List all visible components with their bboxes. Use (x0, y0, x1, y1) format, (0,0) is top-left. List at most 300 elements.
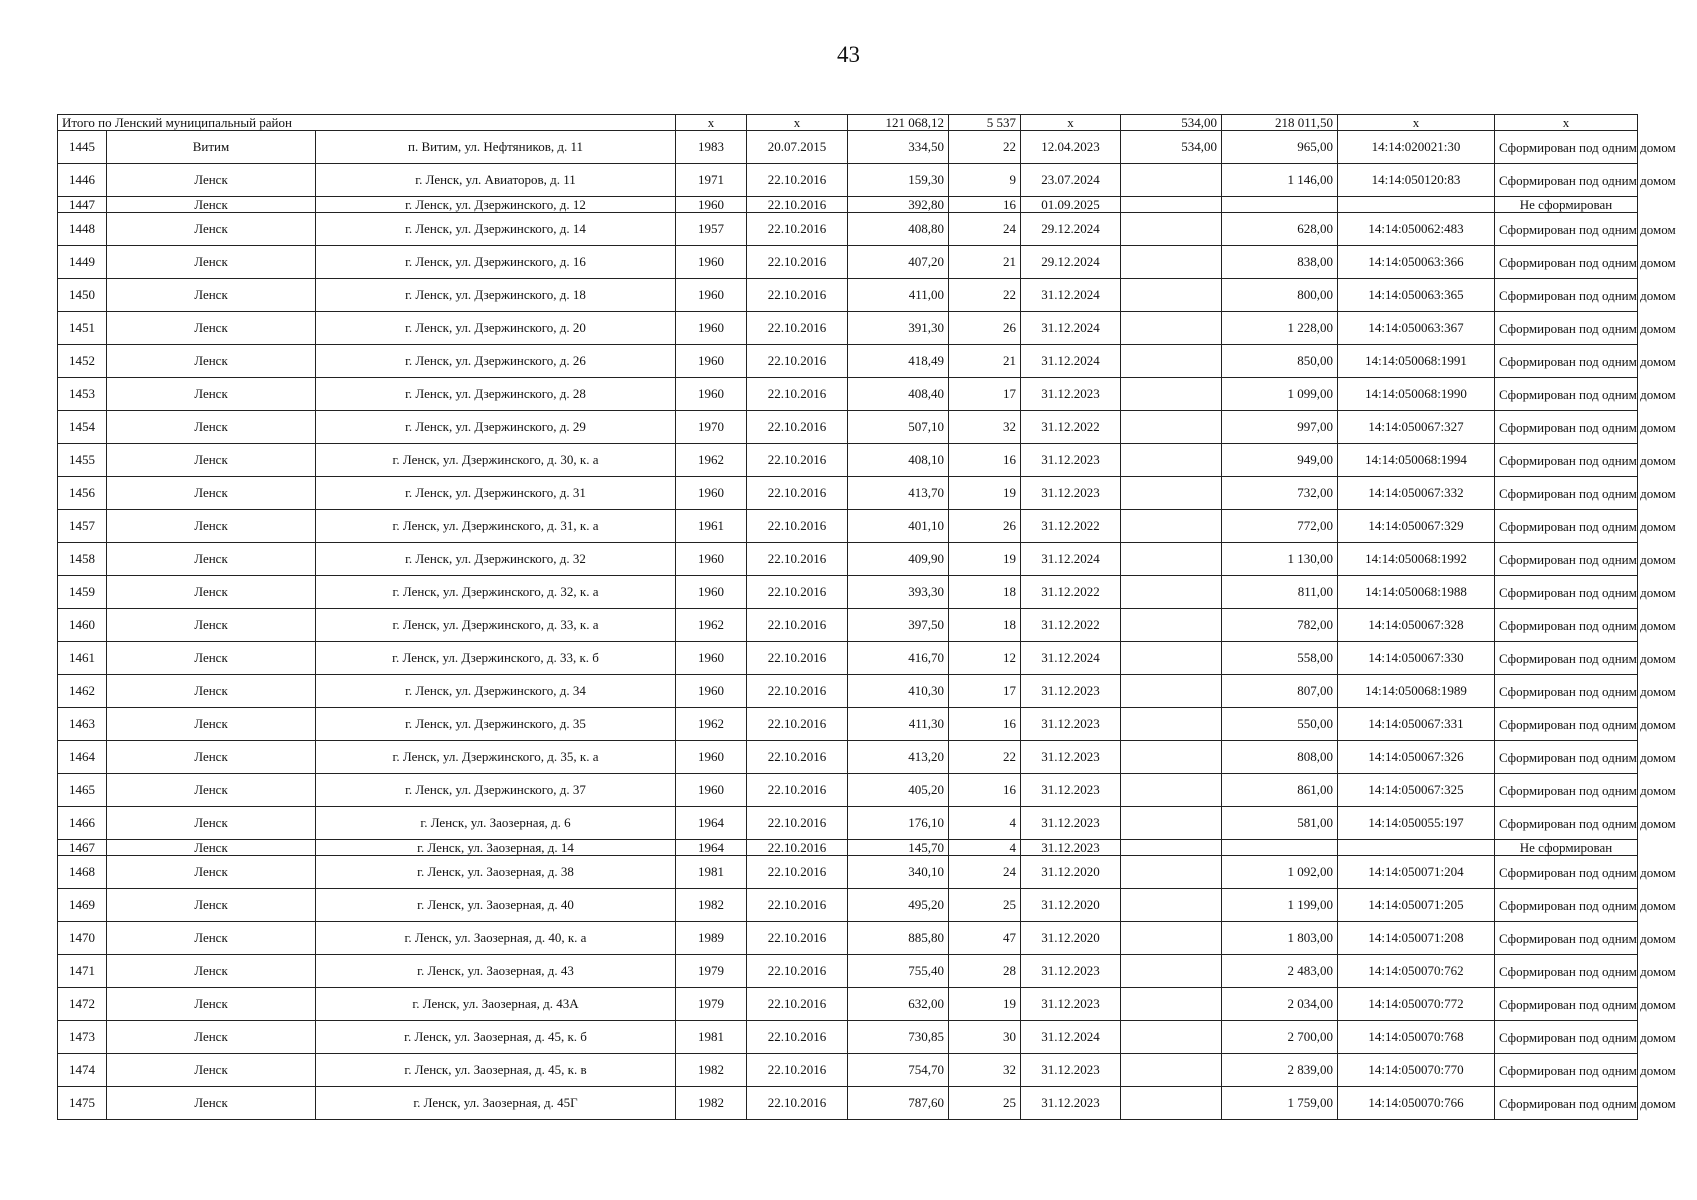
total-label: Итого по Ленский муниципальный район (58, 115, 676, 131)
year-cell: 1971 (676, 164, 747, 197)
plan-date-cell: 01.09.2025 (1021, 197, 1121, 213)
settlement-cell: Ленск (107, 164, 316, 197)
date-cell: 20.07.2015 (747, 131, 848, 164)
residents-cell: 16 (949, 197, 1021, 213)
date-cell: 22.10.2016 (747, 675, 848, 708)
table-row (58, 1054, 1638, 1087)
area-cell: 411,00 (848, 279, 949, 312)
table-row (58, 807, 1638, 840)
plan-date-cell: 31.12.2023 (1021, 774, 1121, 807)
date-cell: 22.10.2016 (747, 444, 848, 477)
cadastral-number-cell: 14:14:050067:327 (1338, 411, 1495, 444)
land-area-cell: 949,00 (1222, 444, 1338, 477)
land-area-cell: 732,00 (1222, 477, 1338, 510)
amount-cell (1121, 312, 1222, 345)
land-status-cell: Сформирован под одним домом (1495, 1021, 1638, 1054)
settlement-cell: Ленск (107, 510, 316, 543)
amount-cell: 534,00 (1121, 131, 1222, 164)
address-cell: г. Ленск, ул. Дзержинского, д. 18 (316, 279, 676, 312)
address-cell: г. Ленск, ул. Дзержинского, д. 26 (316, 345, 676, 378)
amount-cell (1121, 1054, 1222, 1087)
amount-cell (1121, 378, 1222, 411)
year-cell: 1960 (676, 543, 747, 576)
land-status-cell: Сформирован под одним домом (1495, 807, 1638, 840)
settlement-cell: Ленск (107, 774, 316, 807)
settlement-cell: Ленск (107, 840, 316, 856)
total-date: x (747, 115, 848, 131)
date-cell: 22.10.2016 (747, 609, 848, 642)
residents-cell: 19 (949, 988, 1021, 1021)
address-cell: г. Ленск, ул. Заозерная, д. 40 (316, 889, 676, 922)
area-cell: 408,10 (848, 444, 949, 477)
cadastral-number-cell: 14:14:050055:197 (1338, 807, 1495, 840)
cadastral-number-cell: 14:14:050063:365 (1338, 279, 1495, 312)
settlement-cell: Ленск (107, 675, 316, 708)
area-cell: 755,40 (848, 955, 949, 988)
year-cell: 1982 (676, 889, 747, 922)
residents-cell: 4 (949, 840, 1021, 856)
land-area-cell: 1 803,00 (1222, 922, 1338, 955)
residents-cell: 30 (949, 1021, 1021, 1054)
amount-cell (1121, 988, 1222, 1021)
date-cell: 22.10.2016 (747, 164, 848, 197)
row-number: 1474 (58, 1054, 107, 1087)
row-number: 1454 (58, 411, 107, 444)
cadastral-number-cell: 14:14:050067:330 (1338, 642, 1495, 675)
address-cell: г. Ленск, ул. Дзержинского, д. 31, к. а (316, 510, 676, 543)
land-area-cell: 628,00 (1222, 213, 1338, 246)
year-cell: 1960 (676, 279, 747, 312)
settlement-cell: Ленск (107, 807, 316, 840)
year-cell: 1983 (676, 131, 747, 164)
settlement-cell: Витим (107, 131, 316, 164)
cadastral-number-cell (1338, 840, 1495, 856)
plan-date-cell: 31.12.2023 (1021, 741, 1121, 774)
date-cell: 22.10.2016 (747, 856, 848, 889)
land-area-cell: 997,00 (1222, 411, 1338, 444)
area-cell: 401,10 (848, 510, 949, 543)
plan-date-cell: 23.07.2024 (1021, 164, 1121, 197)
area-cell: 407,20 (848, 246, 949, 279)
date-cell: 22.10.2016 (747, 312, 848, 345)
amount-cell (1121, 543, 1222, 576)
area-cell: 411,30 (848, 708, 949, 741)
row-number: 1461 (58, 642, 107, 675)
cadastral-number-cell: 14:14:050070:762 (1338, 955, 1495, 988)
amount-cell (1121, 246, 1222, 279)
row-number: 1468 (58, 856, 107, 889)
date-cell: 22.10.2016 (747, 345, 848, 378)
residents-cell: 19 (949, 543, 1021, 576)
land-status-cell: Сформирован под одним домом (1495, 164, 1638, 197)
year-cell: 1960 (676, 312, 747, 345)
area-cell: 507,10 (848, 411, 949, 444)
table-row (58, 642, 1638, 675)
area-cell: 409,90 (848, 543, 949, 576)
year-cell: 1957 (676, 213, 747, 246)
settlement-cell: Ленск (107, 741, 316, 774)
table-row (58, 609, 1638, 642)
plan-date-cell: 31.12.2022 (1021, 510, 1121, 543)
plan-date-cell: 31.12.2023 (1021, 708, 1121, 741)
row-number: 1459 (58, 576, 107, 609)
year-cell: 1960 (676, 675, 747, 708)
table-row (58, 955, 1638, 988)
address-cell: г. Ленск, ул. Заозерная, д. 6 (316, 807, 676, 840)
year-cell: 1979 (676, 955, 747, 988)
address-cell: г. Ленск, ул. Дзержинского, д. 35, к. а (316, 741, 676, 774)
residents-cell: 19 (949, 477, 1021, 510)
plan-date-cell: 31.12.2023 (1021, 1054, 1121, 1087)
amount-cell (1121, 1021, 1222, 1054)
cadastral-number-cell: 14:14:050070:772 (1338, 988, 1495, 1021)
date-cell: 22.10.2016 (747, 1054, 848, 1087)
residents-cell: 25 (949, 1087, 1021, 1120)
settlement-cell: Ленск (107, 988, 316, 1021)
settlement-cell: Ленск (107, 609, 316, 642)
cadastral-number-cell: 14:14:050068:1994 (1338, 444, 1495, 477)
cadastral-number-cell: 14:14:050068:1989 (1338, 675, 1495, 708)
amount-cell (1121, 856, 1222, 889)
table-row (58, 840, 1638, 856)
land-area-cell: 807,00 (1222, 675, 1338, 708)
land-area-cell: 1 759,00 (1222, 1087, 1338, 1120)
cadastral-number-cell: 14:14:050120:83 (1338, 164, 1495, 197)
address-cell: г. Ленск, ул. Дзержинского, д. 29 (316, 411, 676, 444)
plan-date-cell: 31.12.2024 (1021, 279, 1121, 312)
plan-date-cell: 31.12.2023 (1021, 675, 1121, 708)
area-cell: 754,70 (848, 1054, 949, 1087)
land-status-cell: Сформирован под одним домом (1495, 774, 1638, 807)
table-row (58, 345, 1638, 378)
cadastral-number-cell: 14:14:050068:1992 (1338, 543, 1495, 576)
address-cell: г. Ленск, ул. Дзержинского, д. 32 (316, 543, 676, 576)
land-status-cell: Сформирован под одним домом (1495, 642, 1638, 675)
row-number: 1455 (58, 444, 107, 477)
settlement-cell: Ленск (107, 576, 316, 609)
date-cell: 22.10.2016 (747, 955, 848, 988)
year-cell: 1962 (676, 609, 747, 642)
land-status-cell: Сформирован под одним домом (1495, 609, 1638, 642)
area-cell: 145,70 (848, 840, 949, 856)
area-cell: 413,20 (848, 741, 949, 774)
residents-cell: 18 (949, 609, 1021, 642)
cadastral-number-cell: 14:14:050068:1988 (1338, 576, 1495, 609)
year-cell: 1960 (676, 576, 747, 609)
date-cell: 22.10.2016 (747, 378, 848, 411)
land-area-cell: 1 099,00 (1222, 378, 1338, 411)
row-number: 1452 (58, 345, 107, 378)
land-status-cell: Сформирован под одним домом (1495, 444, 1638, 477)
land-status-cell: Не сформирован (1495, 840, 1638, 856)
year-cell: 1981 (676, 1021, 747, 1054)
residents-cell: 17 (949, 378, 1021, 411)
address-cell: г. Ленск, ул. Заозерная, д. 43 (316, 955, 676, 988)
land-status-cell: Сформирован под одним домом (1495, 213, 1638, 246)
land-area-cell: 1 199,00 (1222, 889, 1338, 922)
amount-cell (1121, 164, 1222, 197)
address-cell: г. Ленск, ул. Заозерная, д. 43А (316, 988, 676, 1021)
amount-cell (1121, 889, 1222, 922)
residents-cell: 18 (949, 576, 1021, 609)
land-area-cell: 811,00 (1222, 576, 1338, 609)
table-row (58, 444, 1638, 477)
settlement-cell: Ленск (107, 279, 316, 312)
area-cell: 408,40 (848, 378, 949, 411)
table-row (58, 889, 1638, 922)
cadastral-number-cell: 14:14:050070:768 (1338, 1021, 1495, 1054)
land-status-cell: Сформирован под одним домом (1495, 955, 1638, 988)
total-residents: 5 537 (949, 115, 1021, 131)
residents-cell: 4 (949, 807, 1021, 840)
land-area-cell: 581,00 (1222, 807, 1338, 840)
amount-cell (1121, 510, 1222, 543)
area-cell: 495,20 (848, 889, 949, 922)
plan-date-cell: 31.12.2022 (1021, 609, 1121, 642)
table-row (58, 741, 1638, 774)
address-cell: г. Ленск, ул. Заозерная, д. 14 (316, 840, 676, 856)
residents-cell: 21 (949, 246, 1021, 279)
address-cell: г. Ленск, ул. Дзержинского, д. 14 (316, 213, 676, 246)
settlement-cell: Ленск (107, 246, 316, 279)
table-row (58, 543, 1638, 576)
amount-cell (1121, 774, 1222, 807)
amount-cell (1121, 642, 1222, 675)
settlement-cell: Ленск (107, 411, 316, 444)
area-cell: 159,30 (848, 164, 949, 197)
row-number: 1453 (58, 378, 107, 411)
amount-cell (1121, 279, 1222, 312)
table-row (58, 312, 1638, 345)
row-number: 1448 (58, 213, 107, 246)
land-area-cell: 1 092,00 (1222, 856, 1338, 889)
cadastral-number-cell: 14:14:050063:366 (1338, 246, 1495, 279)
area-cell: 885,80 (848, 922, 949, 955)
date-cell: 22.10.2016 (747, 246, 848, 279)
date-cell: 22.10.2016 (747, 197, 848, 213)
address-cell: г. Ленск, ул. Дзержинского, д. 33, к. б (316, 642, 676, 675)
plan-date-cell: 31.12.2024 (1021, 1021, 1121, 1054)
land-status-cell: Сформирован под одним домом (1495, 378, 1638, 411)
cadastral-number-cell (1338, 197, 1495, 213)
amount-cell (1121, 840, 1222, 856)
year-cell: 1960 (676, 197, 747, 213)
land-status-cell: Сформирован под одним домом (1495, 131, 1638, 164)
settlement-cell: Ленск (107, 1021, 316, 1054)
total-plan-date: x (1021, 115, 1121, 131)
cadastral-number-cell: 14:14:050071:205 (1338, 889, 1495, 922)
address-cell: г. Ленск, ул. Дзержинского, д. 20 (316, 312, 676, 345)
land-status-cell: Сформирован под одним домом (1495, 708, 1638, 741)
table-row (58, 131, 1638, 164)
area-cell: 730,85 (848, 1021, 949, 1054)
address-cell: г. Ленск, ул. Дзержинского, д. 28 (316, 378, 676, 411)
total-status: x (1495, 115, 1638, 131)
residents-cell: 24 (949, 856, 1021, 889)
land-area-cell: 861,00 (1222, 774, 1338, 807)
land-status-cell: Сформирован под одним домом (1495, 675, 1638, 708)
area-cell: 405,20 (848, 774, 949, 807)
row-number: 1469 (58, 889, 107, 922)
amount-cell (1121, 345, 1222, 378)
year-cell: 1960 (676, 642, 747, 675)
date-cell: 22.10.2016 (747, 1021, 848, 1054)
land-status-cell: Сформирован под одним домом (1495, 1087, 1638, 1120)
date-cell: 22.10.2016 (747, 1087, 848, 1120)
row-number: 1471 (58, 955, 107, 988)
land-area-cell: 800,00 (1222, 279, 1338, 312)
plan-date-cell: 31.12.2023 (1021, 807, 1121, 840)
table-row (58, 164, 1638, 197)
total-row (58, 115, 1638, 131)
total-c10: 218 011,50 (1222, 115, 1338, 131)
address-cell: п. Витим, ул. Нефтяников, д. 11 (316, 131, 676, 164)
amount-cell (1121, 411, 1222, 444)
land-status-cell: Сформирован под одним домом (1495, 576, 1638, 609)
land-area-cell: 1 228,00 (1222, 312, 1338, 345)
row-number: 1462 (58, 675, 107, 708)
row-number: 1450 (58, 279, 107, 312)
land-status-cell: Сформирован под одним домом (1495, 543, 1638, 576)
year-cell: 1961 (676, 510, 747, 543)
row-number: 1463 (58, 708, 107, 741)
amount-cell (1121, 576, 1222, 609)
settlement-cell: Ленск (107, 444, 316, 477)
date-cell: 22.10.2016 (747, 708, 848, 741)
residents-cell: 26 (949, 510, 1021, 543)
cadastral-number-cell: 14:14:050063:367 (1338, 312, 1495, 345)
settlement-cell: Ленск (107, 477, 316, 510)
area-cell: 397,50 (848, 609, 949, 642)
settlement-cell: Ленск (107, 213, 316, 246)
date-cell: 22.10.2016 (747, 922, 848, 955)
plan-date-cell: 29.12.2024 (1021, 246, 1121, 279)
cadastral-number-cell: 14:14:050067:325 (1338, 774, 1495, 807)
table-row (58, 1021, 1638, 1054)
row-number: 1456 (58, 477, 107, 510)
row-number: 1458 (58, 543, 107, 576)
area-cell: 418,49 (848, 345, 949, 378)
area-cell: 416,70 (848, 642, 949, 675)
cadastral-number-cell: 14:14:050068:1991 (1338, 345, 1495, 378)
land-area-cell: 2 839,00 (1222, 1054, 1338, 1087)
settlement-cell: Ленск (107, 922, 316, 955)
address-cell: г. Ленск, ул. Дзержинского, д. 12 (316, 197, 676, 213)
date-cell: 22.10.2016 (747, 642, 848, 675)
residents-cell: 21 (949, 345, 1021, 378)
address-cell: г. Ленск, ул. Дзержинского, д. 34 (316, 675, 676, 708)
land-status-cell: Сформирован под одним домом (1495, 856, 1638, 889)
table-row (58, 197, 1638, 213)
land-status-cell: Сформирован под одним домом (1495, 345, 1638, 378)
residents-cell: 12 (949, 642, 1021, 675)
year-cell: 1960 (676, 345, 747, 378)
amount-cell (1121, 675, 1222, 708)
settlement-cell: Ленск (107, 1054, 316, 1087)
year-cell: 1981 (676, 856, 747, 889)
residents-cell: 22 (949, 279, 1021, 312)
settlement-cell: Ленск (107, 642, 316, 675)
plan-date-cell: 31.12.2023 (1021, 1087, 1121, 1120)
land-area-cell: 2 034,00 (1222, 988, 1338, 1021)
land-area-cell: 2 700,00 (1222, 1021, 1338, 1054)
housing-registry-table (57, 114, 1676, 1120)
area-cell: 632,00 (848, 988, 949, 1021)
amount-cell (1121, 1087, 1222, 1120)
row-number: 1447 (58, 197, 107, 213)
year-cell: 1960 (676, 774, 747, 807)
cadastral-number-cell: 14:14:050067:329 (1338, 510, 1495, 543)
area-cell: 787,60 (848, 1087, 949, 1120)
plan-date-cell: 12.04.2023 (1021, 131, 1121, 164)
table-row (58, 246, 1638, 279)
land-area-cell: 2 483,00 (1222, 955, 1338, 988)
total-cadastral: x (1338, 115, 1495, 131)
plan-date-cell: 31.12.2024 (1021, 312, 1121, 345)
address-cell: г. Ленск, ул. Заозерная, д. 45, к. в (316, 1054, 676, 1087)
residents-cell: 26 (949, 312, 1021, 345)
year-cell: 1982 (676, 1054, 747, 1087)
cadastral-number-cell: 14:14:050071:204 (1338, 856, 1495, 889)
row-number: 1475 (58, 1087, 107, 1120)
plan-date-cell: 31.12.2022 (1021, 576, 1121, 609)
amount-cell (1121, 477, 1222, 510)
address-cell: г. Ленск, ул. Дзержинского, д. 32, к. а (316, 576, 676, 609)
table-row (58, 378, 1638, 411)
date-cell: 22.10.2016 (747, 988, 848, 1021)
amount-cell (1121, 807, 1222, 840)
cadastral-number-cell: 14:14:050067:332 (1338, 477, 1495, 510)
residents-cell: 9 (949, 164, 1021, 197)
year-cell: 1964 (676, 840, 747, 856)
residents-cell: 32 (949, 1054, 1021, 1087)
plan-date-cell: 31.12.2020 (1021, 922, 1121, 955)
year-cell: 1960 (676, 741, 747, 774)
plan-date-cell: 31.12.2024 (1021, 642, 1121, 675)
plan-date-cell: 31.12.2023 (1021, 444, 1121, 477)
plan-date-cell: 31.12.2020 (1021, 889, 1121, 922)
settlement-cell: Ленск (107, 1087, 316, 1120)
address-cell: г. Ленск, ул. Авиаторов, д. 11 (316, 164, 676, 197)
area-cell: 176,10 (848, 807, 949, 840)
row-number: 1465 (58, 774, 107, 807)
plan-date-cell: 31.12.2023 (1021, 955, 1121, 988)
row-number: 1473 (58, 1021, 107, 1054)
settlement-cell: Ленск (107, 889, 316, 922)
area-cell: 340,10 (848, 856, 949, 889)
row-number: 1460 (58, 609, 107, 642)
year-cell: 1962 (676, 708, 747, 741)
land-area-cell (1222, 840, 1338, 856)
address-cell: г. Ленск, ул. Дзержинского, д. 31 (316, 477, 676, 510)
plan-date-cell: 31.12.2020 (1021, 856, 1121, 889)
land-status-cell: Не сформирован (1495, 197, 1638, 213)
amount-cell (1121, 955, 1222, 988)
land-status-cell: Сформирован под одним домом (1495, 279, 1638, 312)
table-row (58, 477, 1638, 510)
date-cell: 22.10.2016 (747, 741, 848, 774)
address-cell: г. Ленск, ул. Дзержинского, д. 33, к. а (316, 609, 676, 642)
land-area-cell: 808,00 (1222, 741, 1338, 774)
page-number: 43 (837, 42, 860, 67)
date-cell: 22.10.2016 (747, 477, 848, 510)
amount-cell (1121, 922, 1222, 955)
residents-cell: 16 (949, 774, 1021, 807)
land-area-cell: 838,00 (1222, 246, 1338, 279)
plan-date-cell: 31.12.2024 (1021, 345, 1121, 378)
residents-cell: 22 (949, 131, 1021, 164)
residents-cell: 47 (949, 922, 1021, 955)
